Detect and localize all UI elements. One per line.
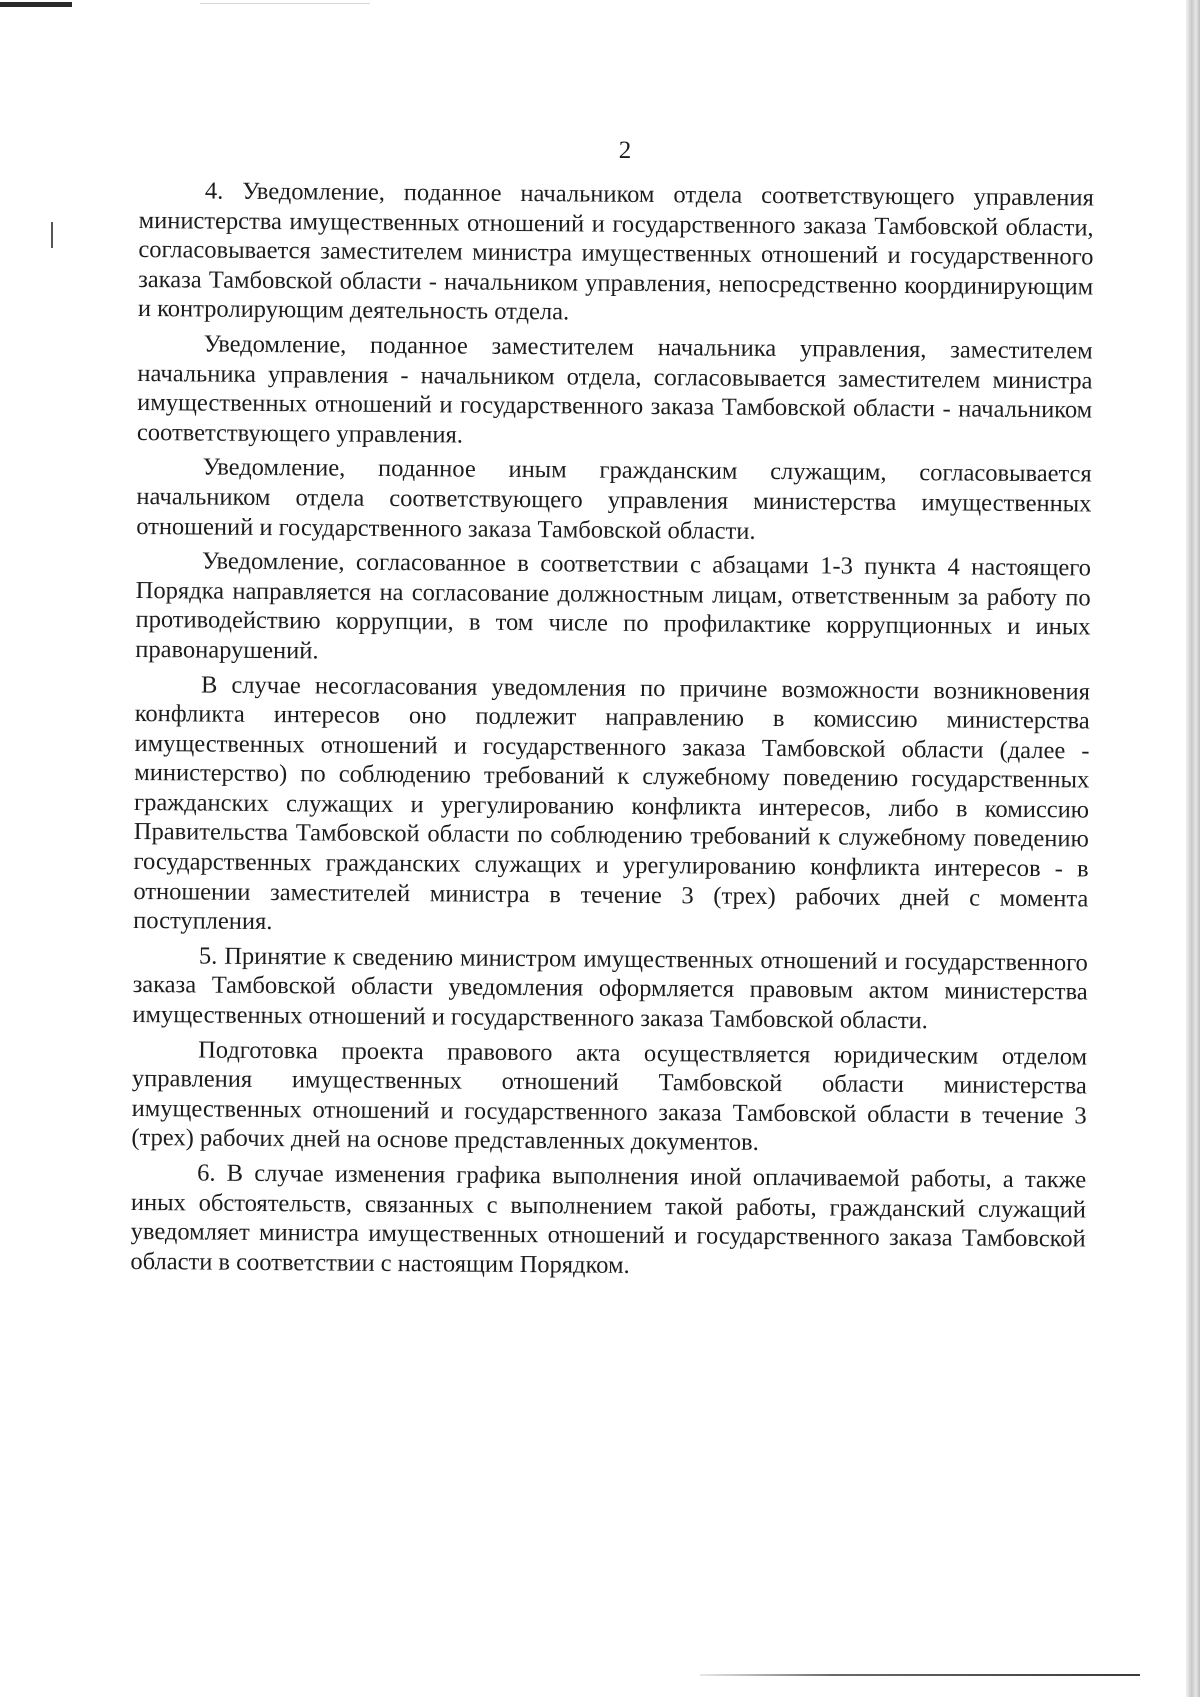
paragraph-conflict-commission: В случае несогласования уведомления по причине возможности возникновения конфликта интересов оно подлежит направлению в комиссию министерства имущественных отношений и государственного заказа Тамбовской области (далее - министерство) по соблюдению требований к служебному поведению государственных гражданских служащих и урегулированию конфликта интересов, либо в комиссию Правительства Тамбовской области по соблюдению требований к служебному поведению государственных гражданских служащих и урегулированию конфликта интересов - в отношении заместителей министра в течение 3 (трех) рабочих дней с момента поступления. (133, 671, 1091, 936)
scan-artifact-left-tick (51, 222, 53, 248)
paragraph-approval-other-servant: Уведомление, поданное иным гражданским служащим, согласовывается начальником отдела соответствующего управления министерства имущественных отношений и государственного заказа Тамбовской области. (136, 453, 1092, 545)
scan-artifact-top-mark (0, 2, 72, 7)
document-body (130, 176, 1094, 1284)
paragraph-anticorruption-review: Уведомление, согласованное в соответствии с абзацами 1-3 пункта 4 настоящего Порядка направляется на согласование должностным лицам, ответственным за работу по противодействию коррупции, в том числе по профилактике коррупционных и иных правонарушений. (135, 547, 1092, 665)
paragraph-item-5-legal-act: 5. Принятие к сведению министром имущественных отношений и государственного заказа Тамбовской области уведомления оформляется правовым актом министерства имущественных отношений и государственного заказа Тамбовской области. (132, 942, 1088, 1035)
scan-artifact-right-edge (1186, 0, 1200, 1697)
scan-artifact-top-line (200, 3, 370, 4)
paragraph-legal-act-preparation: Подготовка проекта правового акта осуществляется юридическим отделом управления имущественных отношений Тамбовской области министерства имущественных отношений и государственного заказа Тамбовской области в течение 3 (трех) рабочих дней на основе представленных документов. (131, 1036, 1088, 1157)
scan-artifact-bottom-line (700, 1674, 1140, 1676)
paragraph-approval-deputy-head: Уведомление, поданное заместителем начальника управления, заместителем начальника управления - начальником отдела, согласовывается заместителем министра имущественных отношений и государственного заказа Тамбовской области - начальником соответствующего управления. (136, 330, 1093, 449)
page-number: 2 (618, 137, 632, 164)
paragraph-item-6-schedule-change: 6. В случае изменения графика выполнения иной оплачиваемой работы, а также иных обстоятельств, связанных с выполнением такой работы, гражданский служащий уведомляет министра имущественных отношений и государственного заказа Тамбовской области в соответствии с настоящим Порядком. (130, 1159, 1087, 1279)
paragraph-item-4-approval-head: 4. Уведомление, поданное начальником отдела соответствующего управления министерства имущественных отношений и государственного заказа Тамбовской области, согласовывается заместителем министра имущественных отношений и государственного заказа Тамбовской области - начальником управления, непосредственно координирующим и контролирующим деятельность отдела. (137, 177, 1094, 326)
